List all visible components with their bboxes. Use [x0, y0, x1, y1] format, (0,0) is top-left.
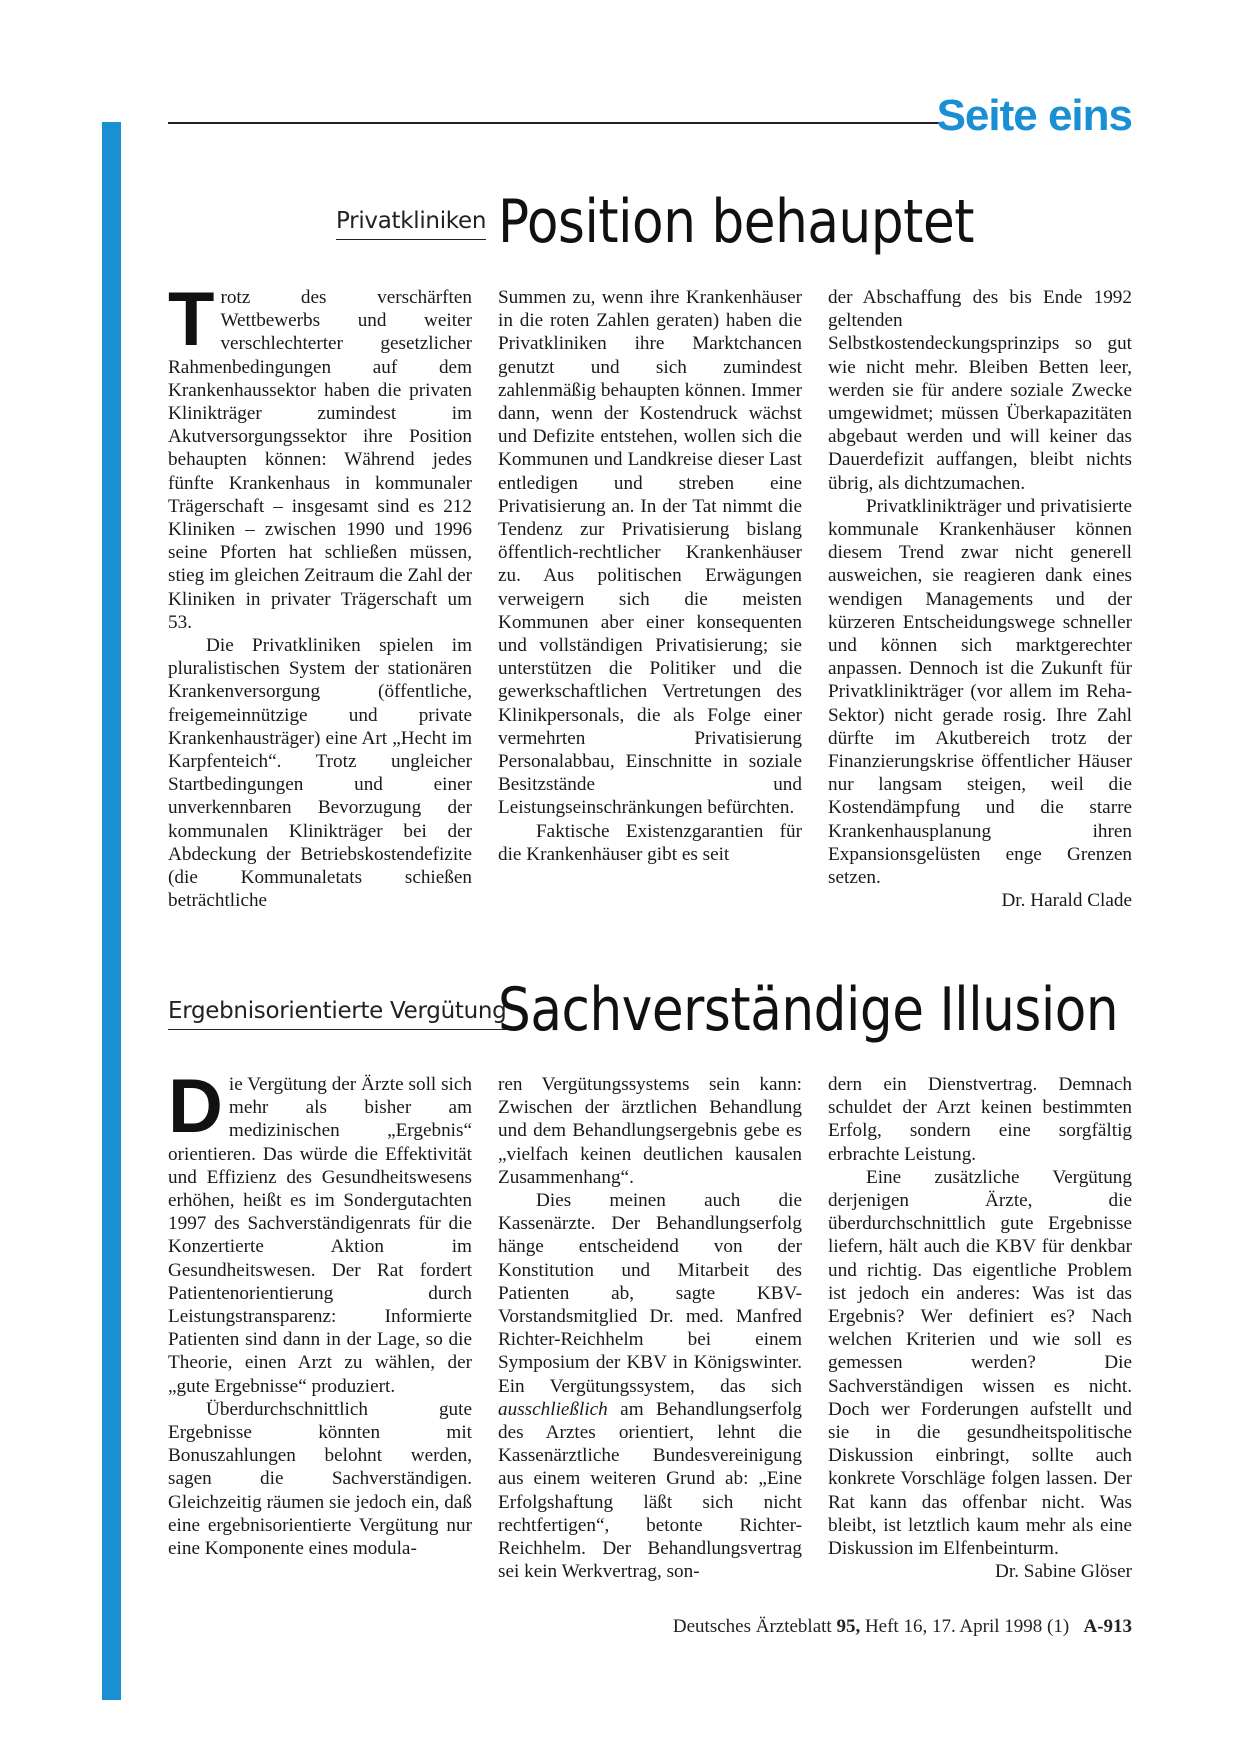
- article2-col3-para2: Eine zusätzliche Vergütung derjenigen Ärzte, die überdurchschnittlich gute Ergebnisse liefern, hält auch die KBV für denkbar und richtig. Das eigentliche Problem ist jedoch ein anderes: Was ist das Ergebnis? Wer definiert es? Nach welchen Kriterien und wie soll es gemessen werden? Die Sachverständigen wissen es nicht. Doch wer Forderungen aufstellt und sie in die gesundheitspolitische Diskussion einbringt, sollte auch konkrete Vorschläge folgen lassen. Der Rat kann das offenbar nicht. Was bleibt, ist letztlich kaum mehr als eine Diskussion im Elfenbeinturm. Dr. Sabine Glöser: [828, 1166, 1132, 1583]
- section-title: Seite eins: [936, 91, 1132, 140]
- page-footer: [673, 1616, 1132, 1638]
- article1-headline: Position behauptet: [498, 187, 975, 257]
- article1-column-3: [828, 286, 1132, 912]
- article1-dropcap: T: [168, 277, 215, 362]
- article1-col1-para1: Trotz des verschärften Wettbewerbs und weiter verschlechterter gesetzlicher Rahmenbedingungen auf dem Krankenhaussektor haben die privaten Klinikträger zumindest im Akutversorgungssektor ihre Position behaupten können: Während jedes fünfte Krankenhaus in kommunaler Trägerschaft – insgesamt sind es 212 Kliniken – zwischen 1990 und 1996 seine Pforten hat schließen müssen, stieg im gleichen Zeitraum die Zahl der Kliniken in privater Trägerschaft um 53.: [168, 277, 472, 633]
- article1-col2-para2: Faktische Existenzgarantien für die Krankenhäuser gibt es seit: [498, 820, 802, 865]
- article2-col2-para2: Dies meinen auch die Kassenärzte. Der Behandlungserfolg hänge entscheidend von der Konstitution und Mitarbeit des Patienten ab, sagte KBV-Vorstandsmitglied Dr. med. Manfred Richter-Reichhelm bei einem Symposium der KBV in Königswinter. Ein Vergütungssystem, das sich ausschließlich am Behandlungserfolg des Arztes orientiert, lehnt die Kassenärztliche Bundesvereinigung aus einem weiteren Grund ab: „Eine Erfolgshaftung läßt sich nicht rechtfertigen“, betonte Richter-Reichhelm. Der Behandlungsvertrag sei kein Werkvertrag, son-: [498, 1190, 803, 1583]
- article2-author: Dr. Sabine Glöser: [995, 1561, 1132, 1583]
- footer-volume: 95,: [836, 1616, 861, 1637]
- blue-margin-bar: [102, 122, 121, 1700]
- header-rule: [168, 122, 940, 124]
- article1-col3-para2: Privatklinikträger und privatisierte kommunale Krankenhäuser können diesem Trend zwar nicht generell ausweichen, sie reagieren dank eines wendigen Managements und der kürzeren Entscheidungswege schneller und können sich marktgerechter anpassen. Dennoch ist die Zukunft für Privatklinikträger (vor allem im Reha-Sektor) nicht gerade rosig. Ihre Zahl dürfte im Akutbereich trotz der Finanzierungskrise öffentlicher Häuser nur langsam steigen, weil die Kostendämpfung und die starre Krankenhausplanung ihren Expansionsgelüsten enge Grenzen setzen. Dr. Harald Clade: [828, 495, 1132, 912]
- article1-col3-para1: der Abschaffung des bis Ende 1992 geltenden Selbstkostendeckungsprinzips so gut wie nicht mehr. Bleiben Betten leer, werden sie für andere soziale Zwecke umgewidmet; müssen Überkapazitäten abgebaut werden und will keiner das Dauerdefizit auffangen, bleibt nichts übrig, als dichtzumachen.: [828, 287, 1132, 494]
- article1-col1-para2: Die Privatkliniken spielen im pluralistischen System der stationären Krankenversorgung (öffentliche, freigemeinnützige und private Krankenhausträger) eine Art „Hecht im Karpfenteich“. Trotz ungleicher Startbedingungen und einer unverkennbaren Bevorzugung der kommunalen Klinikträger bei der Abdeckung der Betriebskostendefizite (die Kommunaletats schießen beträchtliche: [168, 635, 472, 912]
- footer-issue: Heft 16, 17. April 1998 (1): [864, 1616, 1070, 1637]
- article1-author: Dr. Harald Clade: [1001, 890, 1132, 912]
- article2-column-3: [828, 1073, 1132, 1583]
- article2-column-2: [498, 1073, 802, 1583]
- article1-column-1: [168, 277, 472, 912]
- article1-column-2: [498, 286, 802, 866]
- article2-headline: Sachverständige Illusion: [498, 975, 1119, 1045]
- article1-kicker: Privatkliniken: [336, 210, 486, 240]
- article2-col1-para1: Die Vergütung der Ärzte soll sich mehr als bisher am medizinischen „Ergebnis“ orientieren. Das würde die Effektivität und Effizienz des Gesundheitswesens erhöhen, heißt es im Sondergutachten 1997 des Sachverständigenrats für die Konzertierte Aktion im Gesundheitswesen. Der Rat fordert Patientenorientierung durch Leistungstransparenz: Informierte Patienten sind dann in der Lage, so die Theorie, einen Arzt zu wählen, der „gute Ergebnisse“ produziert.: [168, 1064, 472, 1397]
- article2-emphasis: ausschließlich: [498, 1398, 608, 1420]
- footer-journal: Deutsches Ärzteblatt: [672, 1616, 832, 1637]
- article2-col1-para2: Überdurchschnittlich gute Ergebnisse könnten mit Bonuszahlungen belohnt werden, sagen die Sachverständigen. Gleichzeitig räumen sie jedoch ein, daß eine ergebnisorientierte Vergütung nur eine Komponente eines modula-: [168, 1398, 472, 1560]
- article2-col3-para1: dern ein Dienstvertrag. Demnach schuldet der Arzt keinen bestimmten Erfolg, sondern eine sorgfältig erbrachte Leistung.: [828, 1074, 1132, 1165]
- article2-kicker: Ergebnisorientierte Vergütung: [168, 1000, 506, 1030]
- article2-dropcap: D: [168, 1064, 223, 1149]
- article2-col2-para1: ren Vergütungssystems sein kann: Zwischen der ärztlichen Behandlung und dem Behandlungsergebnis gebe es „vielfach keinen deutlichen kausalen Zusammenhang“.: [498, 1074, 802, 1188]
- article2-column-1: [168, 1064, 472, 1560]
- footer-page-number: A-913: [1083, 1616, 1132, 1637]
- article1-col2-para1: Summen zu, wenn ihre Krankenhäuser in die roten Zahlen geraten) haben die Privatkliniken ihre Marktchancen genutzt und sich zumindest zahlenmäßig behaupten können. Immer dann, wenn der Kostendruck wächst und Defizite entstehen, wollen sich die Kommunen und Landkreise dieser Last entledigen und streben eine Privatisierung an. In der Tat nimmt die Tendenz zur Privatisierung bislang öffentlich-rechtlicher Krankenhäuser zu. Aus politischen Erwägungen verweigern sich die meisten Kommunen aber einer konsequenten und vollständigen Privatisierung; sie unterstützen die Politiker und die gewerkschaftlichen Vertretungen des Klinikpersonals, die als Folge einer vermehrten Privatisierung Personalabbau, Einschnitte in soziale Besitzstände und Leistungseinschränkungen befürchten.: [498, 287, 802, 819]
